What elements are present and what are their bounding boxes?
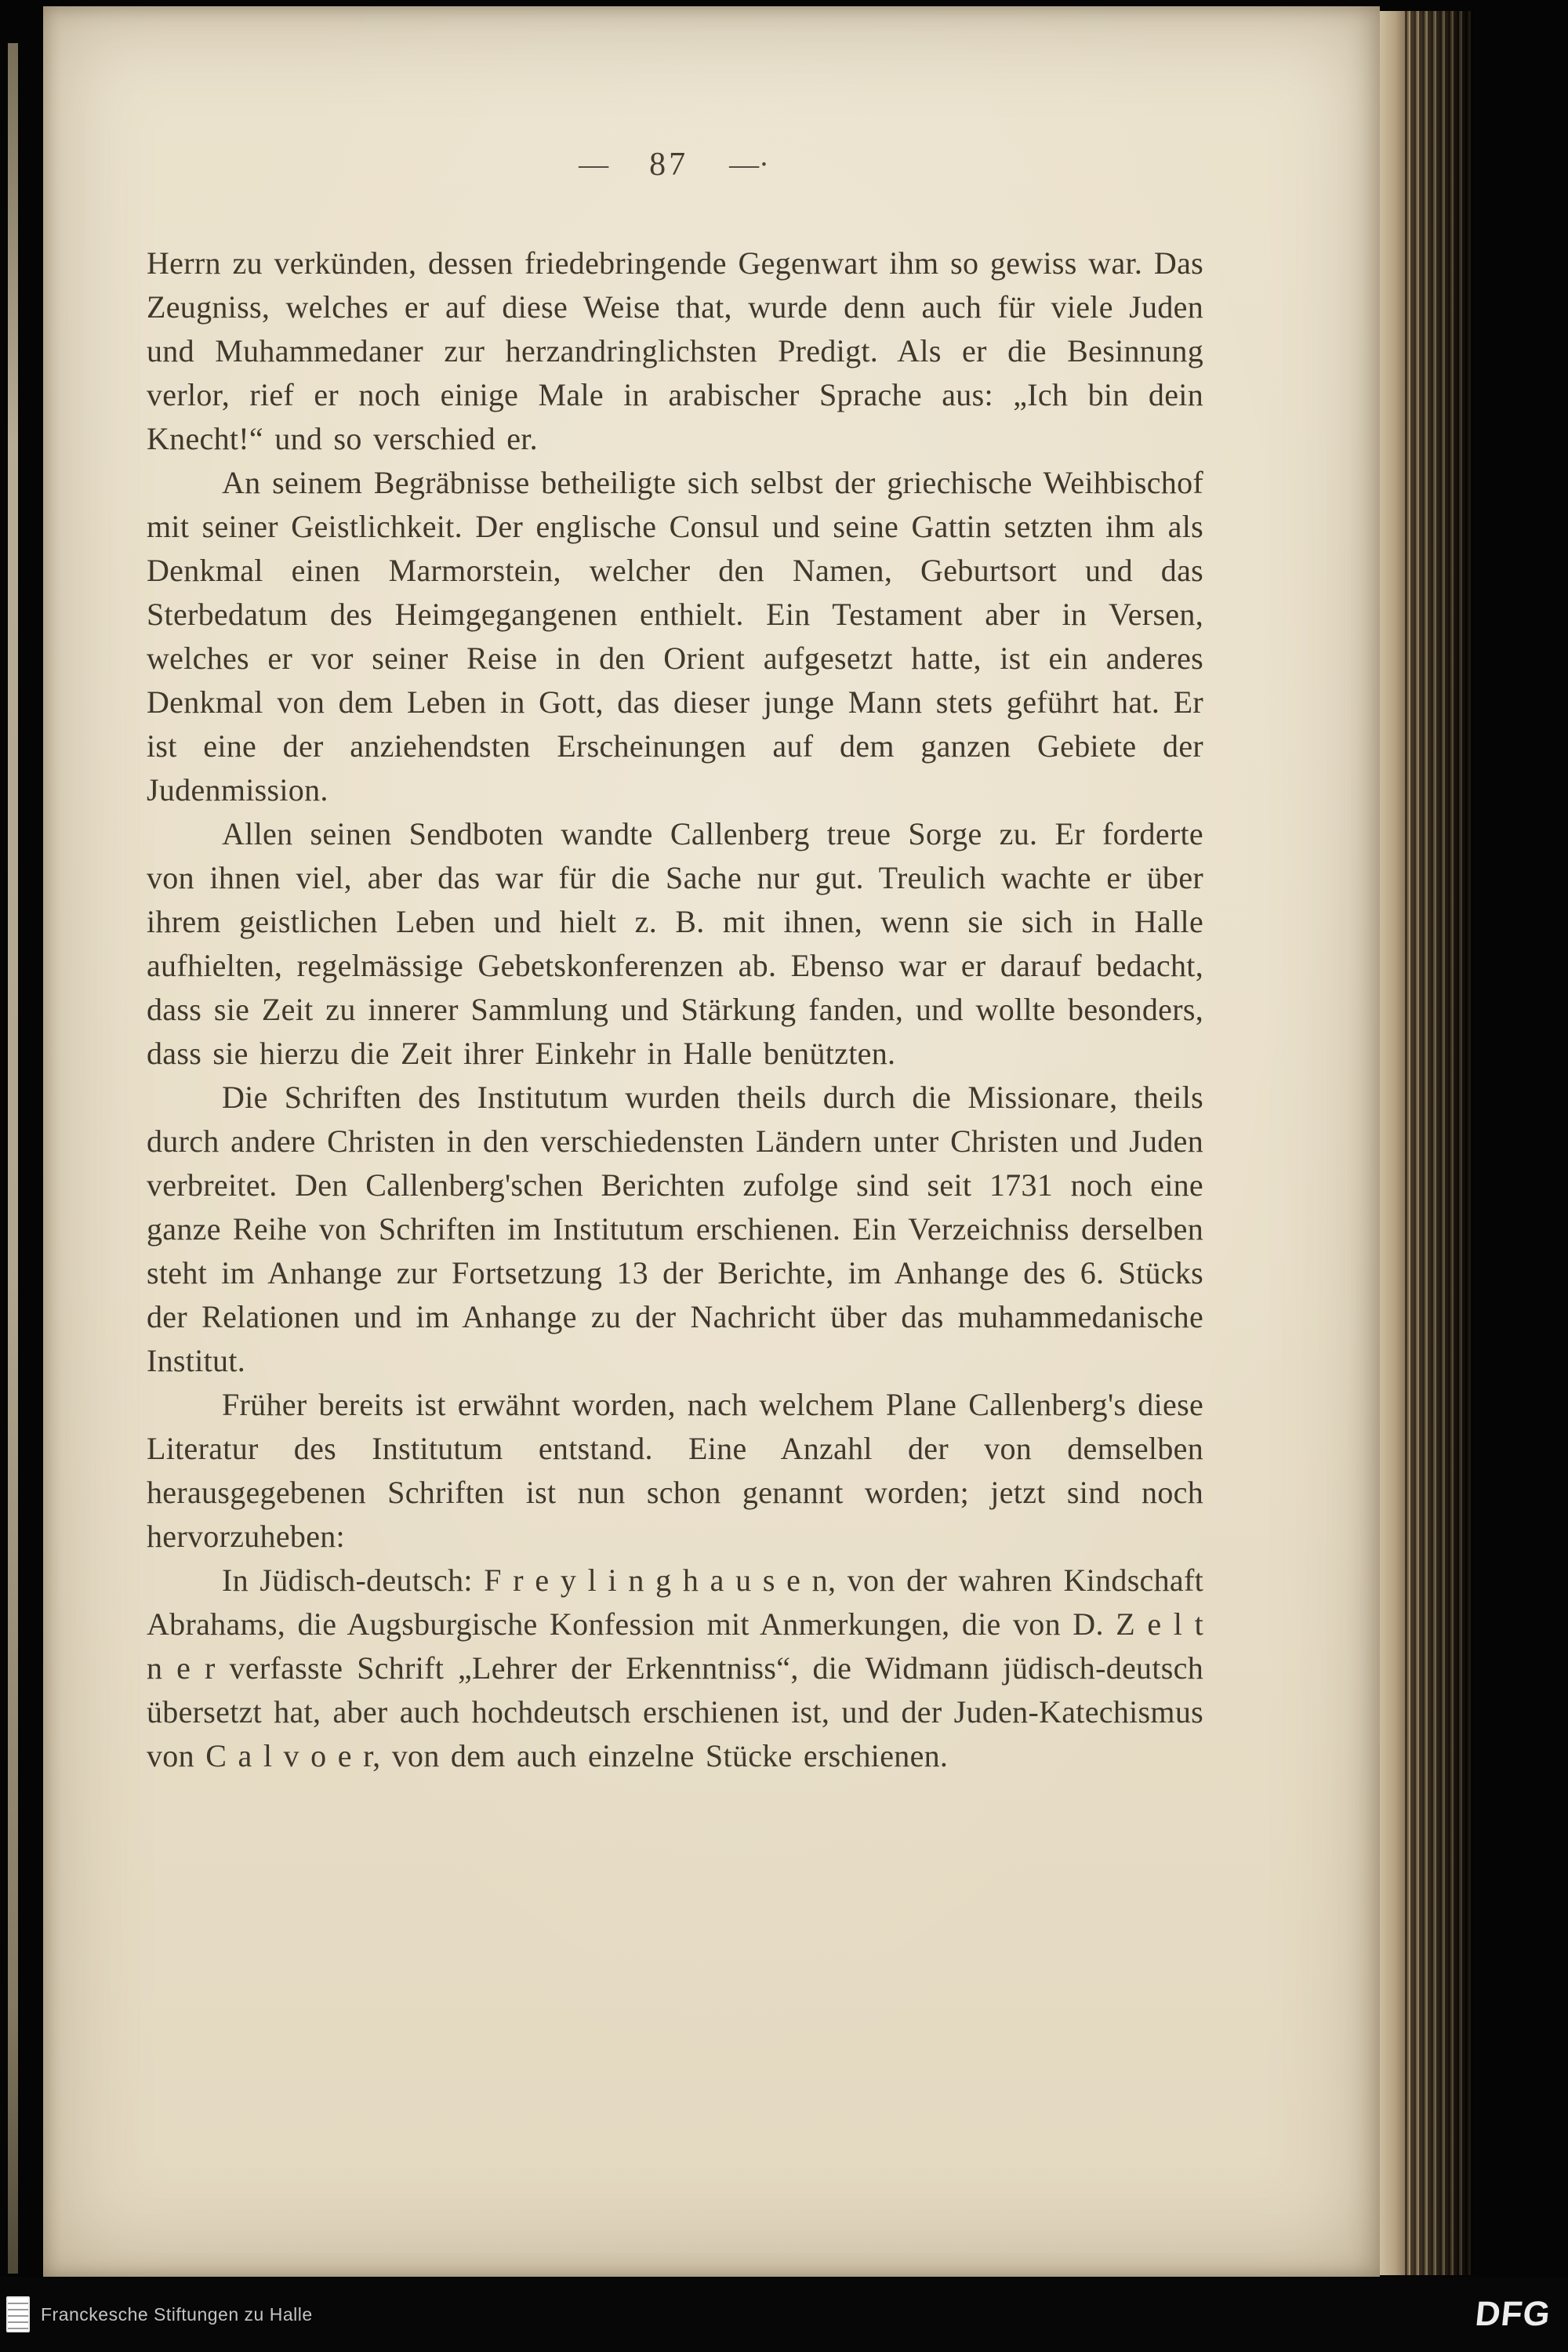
paragraph: Herrn zu verkünden, dessen friedebringende Gegenwart ihm so gewiss war. Das Zeugniss, welches er auf diese Weise that, wurde denn auch für viele Juden und Muhammedaner zur herzandringlichsten Predigt. Als er die Besinnung verlor, rief er noch einige Male in arabischer Sprache aus: „Ich bin dein Knecht!“ und so verschied er.: [147, 245, 1203, 456]
francke-stiftungen-label: Franckesche Stiftungen zu Halle: [41, 2303, 313, 2325]
page-edge-highlight: [1380, 11, 1405, 2275]
footer-bar: [0, 2277, 1568, 2352]
dfg-logo: DFG: [1473, 2295, 1553, 2333]
francke-stiftungen-logo-icon: [6, 2296, 30, 2332]
page-number-dash-right: —·: [729, 148, 769, 181]
book-page: [43, 6, 1380, 2278]
page-number-dash-left: —: [579, 148, 609, 181]
paragraph: Allen seinen Sendboten wandte Callenberg treue Sorge zu. Er forderte von ihnen viel, aber das war für die Sache nur gut. Treulich wachte er über ihrem geistlichen Leben und hielt z. B. mit ihnen, wenn sie sich in Halle aufhielten, regelmässige Gebetskonferenzen ab. Ebenso war er darauf bedacht, dass sie Zeit zu innerer Sammlung und Stärkung fanden, und wollte besonders, dass sie hierzu die Zeit ihrer Einkehr in Halle benützten.: [147, 816, 1203, 1071]
paragraph: An seinem Begräbnisse betheiligte sich selbst der griechische Weihbischof mit seiner Geistlichkeit. Der englische Consul und seine Gattin setzten ihm als Denkmal einen Marmorstein, welcher den Namen, Geburtsort und das Sterbedatum des Heimgegangenen enthielt. Ein Testament aber in Versen, welches er vor seiner Reise in den Orient aufgesetzt hatte, ist ein anderes Denkmal von dem Leben in Gott, das dieser junge Mann stets geführt hat. Er ist eine der anziehendsten Erscheinungen auf dem ganzen Gebiete der Judenmission.: [147, 465, 1203, 808]
footer-left: [6, 2277, 313, 2352]
page-edge-stack: [1405, 11, 1474, 2275]
paragraph: Die Schriften des Institutum wurden theils durch die Missionare, theils durch andere Christen in den verschiedensten Ländern unter Christen und Juden verbreitet. Den Callenberg'schen Berichten zufolge sind seit 1731 noch eine ganze Reihe von Schriften im Institutum erschienen. Ein Verzeichniss derselben steht im Anhange zur Fortsetzung 13 der Berichte, im Anhange des 6. Stücks der Relationen und im Anhange zu der Nachricht über das muhammedanische Institut.: [147, 1080, 1203, 1378]
page-number: 87: [649, 147, 689, 183]
text-block: [147, 241, 1203, 1778]
left-page-edge-sliver: [8, 43, 18, 2274]
paragraph: Früher bereits ist erwähnt worden, nach welchem Plane Callenberg's diese Literatur des Institutum entstand. Eine Anzahl der von demselben herausgegebenen Schriften ist nun schon genannt worden; jetzt sind noch hervorzuheben:: [147, 1387, 1203, 1554]
paragraph: In Jüdisch-deutsch: F r e y l i n g h a u s e n, von der wahren Kindschaft Abrahams, die Augsburgische Konfession mit Anmerkungen, die von D. Z e l t n e r verfasste Schrift „Lehrer der Erkenntniss“, die Widmann jüdisch-deutsch übersetzt hat, aber auch hochdeutsch erschienen ist, und der Juden-Katechismus von C a l v o e r, von dem auch einzelne Stücke erschienen.: [147, 1563, 1203, 1773]
page-number-header: [147, 146, 1201, 183]
